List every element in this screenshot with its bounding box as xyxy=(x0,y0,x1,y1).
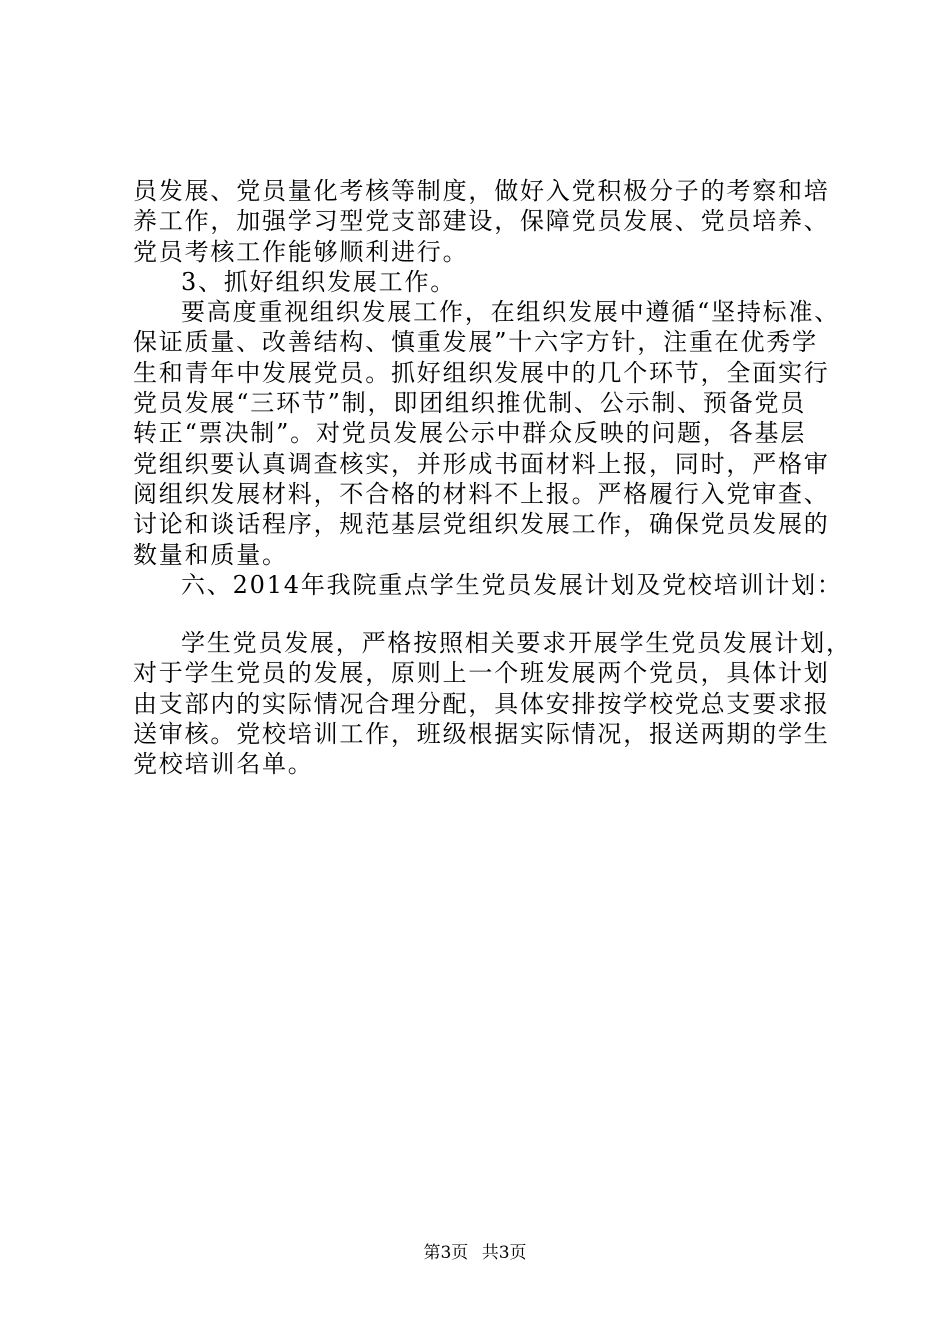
text-line: 党员发展“三环节”制，即团组织推优制、公示制、预备党员 xyxy=(133,389,807,418)
section-heading: 3、抓好组织发展工作。 xyxy=(181,267,457,296)
text-line: 保证质量、改善结构、慎重发展”十六字方针，注重在优秀学 xyxy=(133,328,818,357)
text-line: 员发展、党员量化考核等制度，做好入党积极分子的考察和培 xyxy=(133,177,830,205)
text-line: 由支部内的实际情况合理分配，具体安排按学校党总支要求报 xyxy=(133,689,830,718)
text-line: 养工作，加强学习型党支部建设，保障党员发展、党员培养、 xyxy=(133,207,830,236)
text-line: 生和青年中发展党员。抓好组织发展中的几个环节，全面实行 xyxy=(133,358,830,387)
text-line: 阅组织发展材料，不合格的材料不上报。严格履行入党审查、 xyxy=(133,479,830,508)
text-line: 党员考核工作能够顺利进行。 xyxy=(133,237,469,266)
text-line: 数量和质量。 xyxy=(133,540,288,569)
text-line: 转正“票决制”。对党员发展公示中群众反映的问题，各基层 xyxy=(133,419,807,448)
page-footer xyxy=(0,1240,950,1266)
page-number: 第3页 xyxy=(423,1243,469,1263)
text-line: 讨论和谈话程序，规范基层党组织发展工作，确保党员发展的 xyxy=(133,510,830,539)
page-total: 共3页 xyxy=(481,1243,527,1263)
text-line: 学生党员发展，严格按照相关要求开展学生党员发展计划， xyxy=(181,629,852,658)
body-text xyxy=(133,176,853,780)
text-line: 对于学生党员的发展，原则上一个班发展两个党员，具体计划 xyxy=(133,659,830,688)
text-line: 党校培训名单。 xyxy=(133,750,314,779)
section-heading: 六、2014年我院重点学生党员发展计划及党校培训计划： xyxy=(181,570,843,599)
text-line: 党组织要认真调查核实，并形成书面材料上报，同时，严格审 xyxy=(133,449,830,478)
text-line: 送审核。党校培训工作，班级根据实际情况，报送两期的学生 xyxy=(133,720,830,749)
text-line: 要高度重视组织发展工作，在组织发展中遵循“坚持标准、 xyxy=(181,298,841,327)
